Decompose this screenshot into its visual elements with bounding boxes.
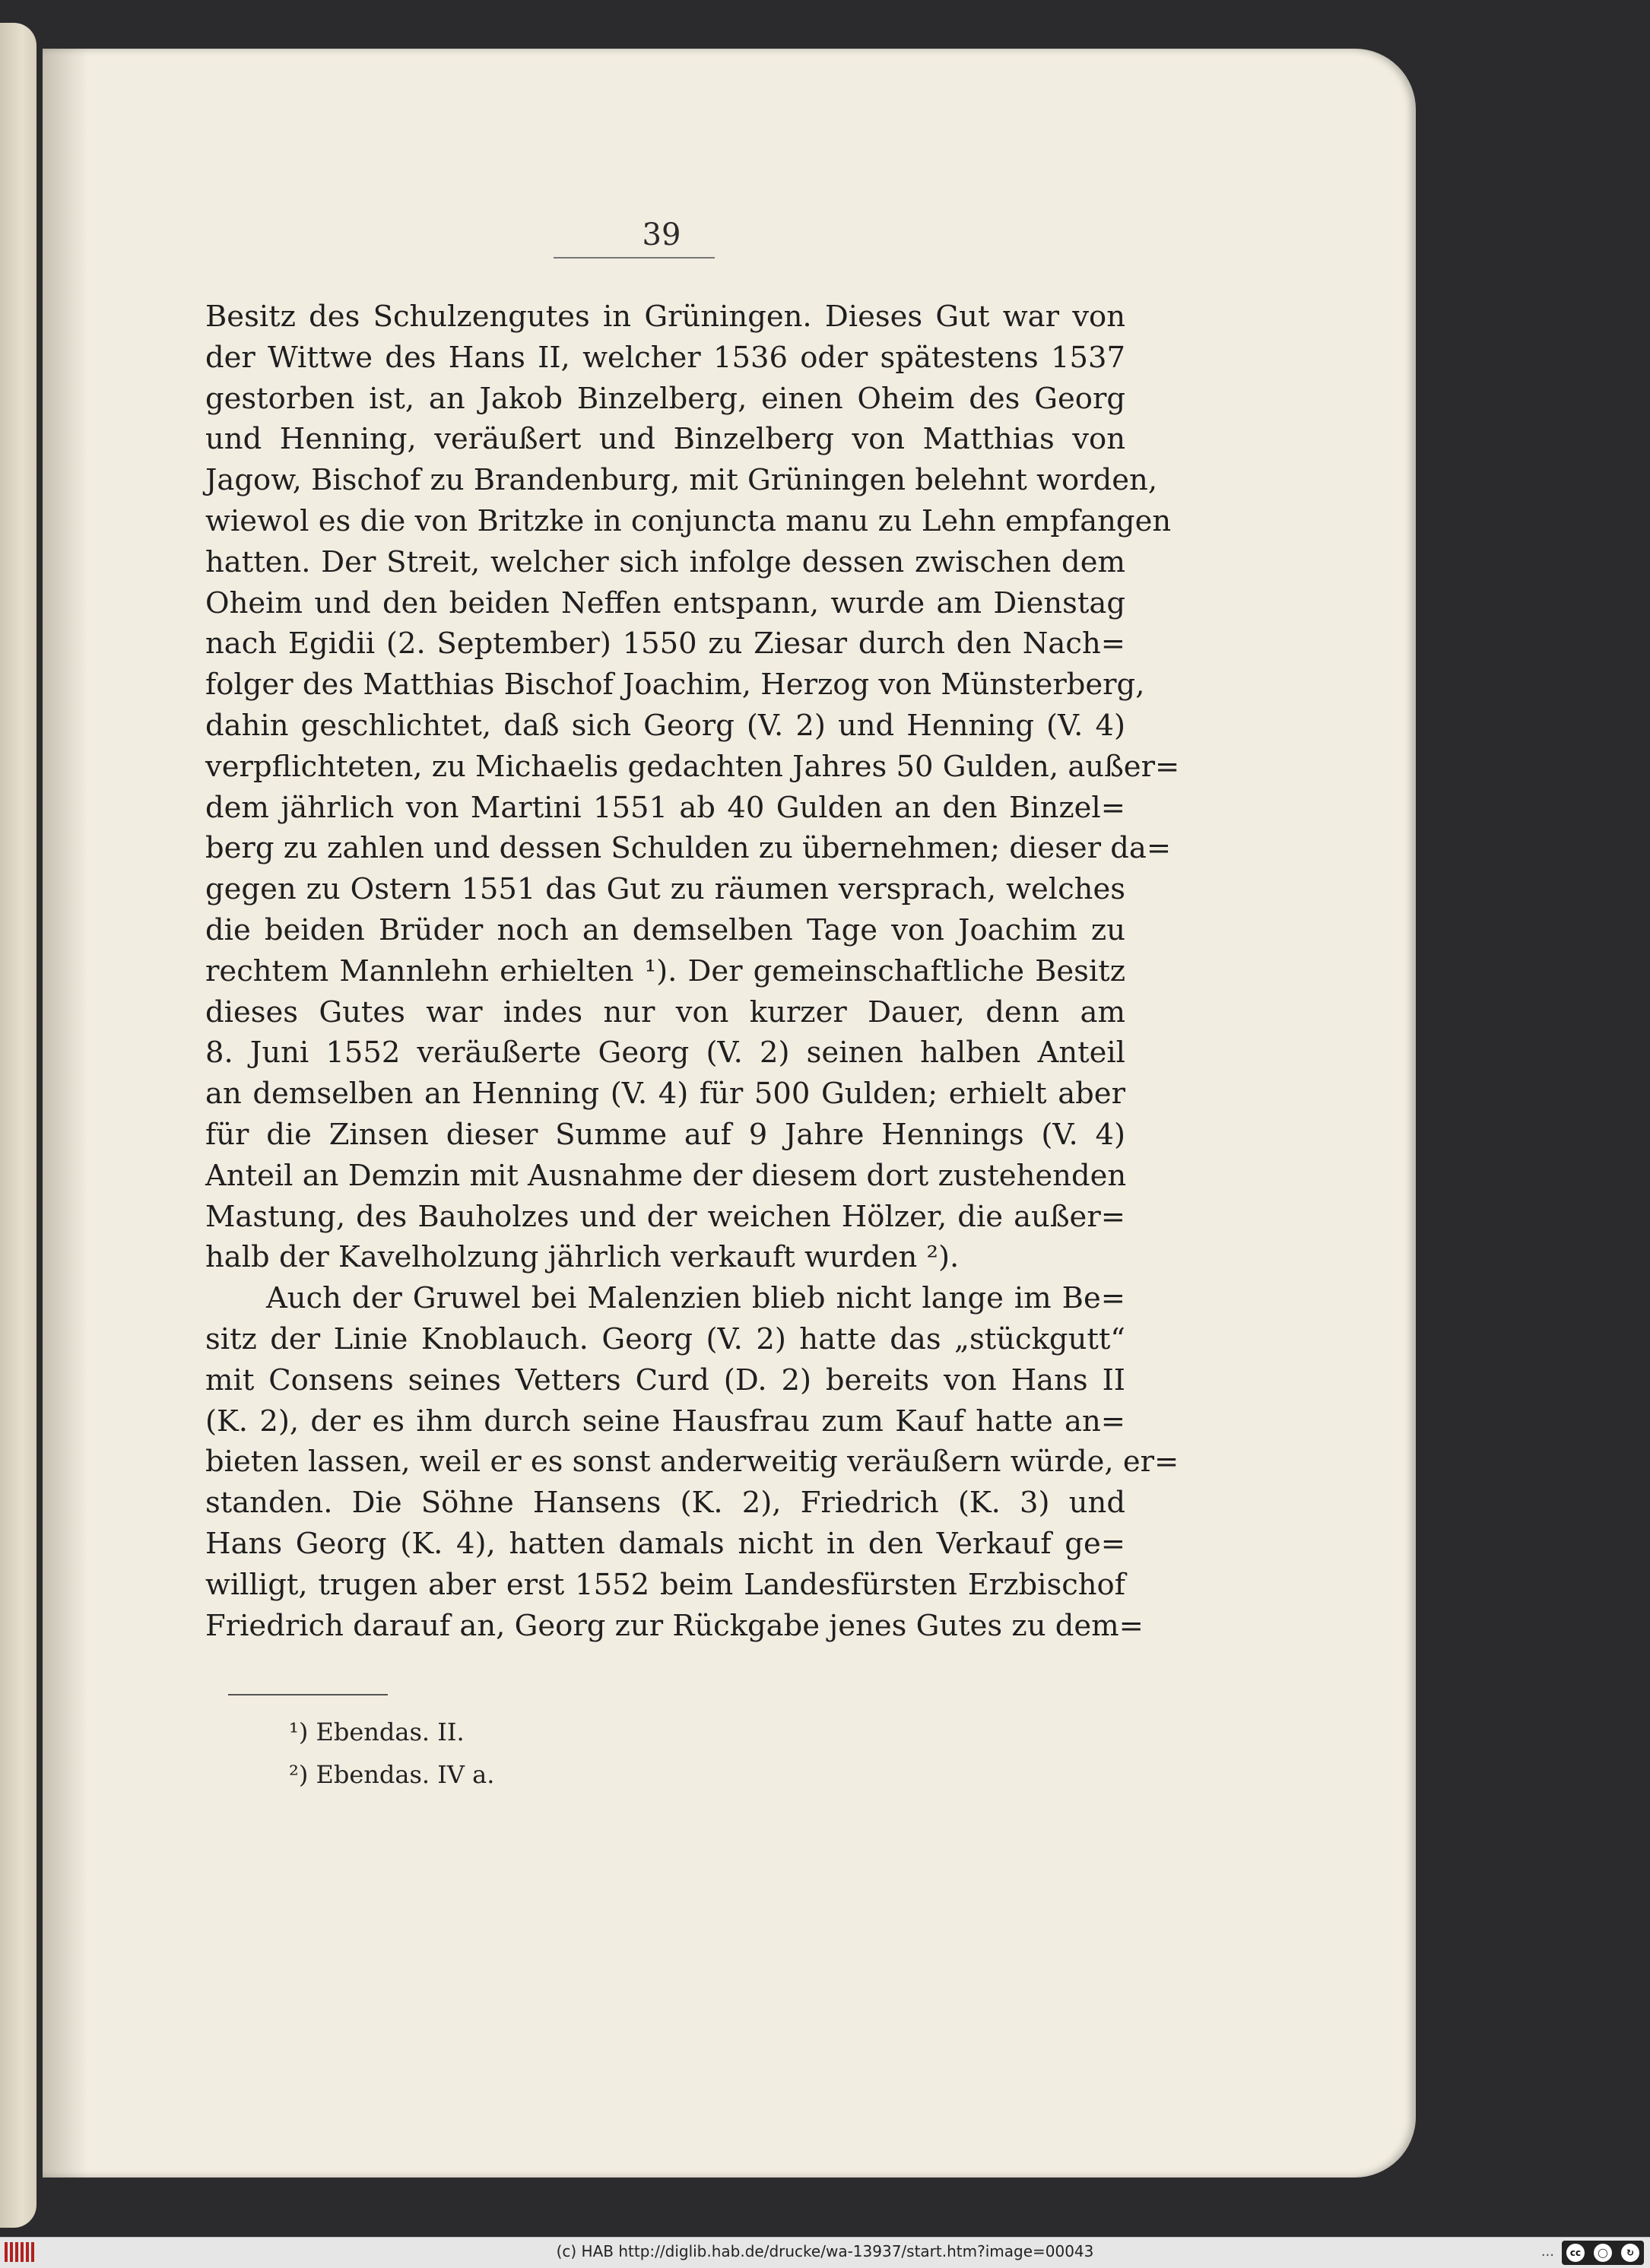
body-text — [205, 297, 1180, 1646]
license-badge[interactable] — [1562, 2241, 1644, 2265]
text-line: willigt, trugen aber erst 1552 beim Landesfürsten Erzbischof — [205, 1567, 1125, 1602]
page-number-rule — [554, 257, 715, 259]
text-line: bieten lassen, weil er es sonst anderweitig veräußern würde, er= — [205, 1445, 1179, 1480]
text-line: rechtem Mannlehn erhielten ¹). Der gemeinschaftliche Besitz — [205, 953, 1125, 988]
text-line: Friedrich darauf an, Georg zur Rückgabe jenes Gutes zu dem= — [205, 1608, 1144, 1643]
footnote: ¹) Ebendas. II. — [289, 1718, 465, 1746]
text-line: an demselben an Henning (V. 4) für 500 Gulden; erhielt aber — [205, 1077, 1125, 1112]
text-line: nach Egidii (2. September) 1550 zu Ziesar durch den Nach= — [205, 626, 1125, 661]
facing-page-edge — [0, 23, 36, 2228]
text-line: Auch der Gruwel bei Malenzien blieb nicht lange im Be= — [266, 1281, 1125, 1316]
gutter-shadow — [43, 49, 88, 2178]
text-line: Mastung, des Bauholzes und der weichen Hölzer, die außer= — [205, 1199, 1125, 1234]
text-line: gegen zu Ostern 1551 das Gut zu räumen versprach, welches — [205, 872, 1125, 907]
text-line: hatten. Der Streit, welcher sich infolge dessen zwischen dem — [205, 544, 1125, 579]
text-line: dem jährlich von Martini 1551 ab 40 Gulden an den Binzel= — [205, 790, 1125, 825]
text-line: dahin geschlichtet, daß sich Georg (V. 2) und Henning (V. 4) — [205, 708, 1125, 743]
text-line: halb der Kavelholzung jährlich verkauft wurden ²). — [205, 1240, 960, 1275]
by-icon: ◯ — [1594, 2244, 1612, 2262]
text-line: Jagow, Bischof zu Brandenburg, mit Grüningen belehnt worden, — [205, 463, 1158, 498]
text-line: der Wittwe des Hans II, welcher 1536 oder spätestens 1537 — [205, 340, 1125, 375]
text-line: berg zu zahlen und dessen Schulden zu übernehmen; dieser da= — [205, 831, 1172, 866]
page-number: 39 — [642, 217, 681, 252]
text-line: und Henning, veräußert und Binzelberg von Matthias von — [205, 422, 1125, 457]
creative-commons-icon: cc — [1566, 2244, 1585, 2262]
viewer-footer-bar — [0, 2237, 1650, 2268]
text-line: mit Consens seines Vetters Curd (D. 2) bereits von Hans II — [205, 1362, 1125, 1397]
footnote-rule — [228, 1694, 388, 1695]
sa-icon: ↻ — [1621, 2244, 1639, 2262]
text-line: 8. Juni 1552 veräußerte Georg (V. 2) seinen halben Anteil — [205, 1036, 1125, 1071]
footnote: ²) Ebendas. IV a. — [289, 1760, 495, 1789]
text-line: folger des Matthias Bischof Joachim, Herzog von Münsterberg, — [205, 668, 1145, 703]
text-line: für die Zinsen dieser Summe auf 9 Jahre Hennings (V. 4) — [205, 1117, 1125, 1152]
text-line: Oheim und den beiden Neffen entspann, wurde am Dienstag — [205, 585, 1125, 620]
text-line: (K. 2), der es ihm durch seine Hausfrau zum Kauf hatte an= — [205, 1404, 1125, 1439]
text-line: Besitz des Schulzengutes in Grüningen. Dieses Gut war von — [205, 300, 1125, 334]
footnotes — [289, 1711, 494, 1796]
text-line: sitz der Linie Knoblauch. Georg (V. 2) hatte das „stückgutt“ — [205, 1321, 1125, 1356]
text-line: die beiden Brüder noch an demselben Tage von Joachim zu — [205, 912, 1125, 947]
text-line: verpflichteten, zu Michaelis gedachten Jahres 50 Gulden, außer= — [205, 749, 1180, 784]
text-line: wiewol es die von Britzke in conjuncta manu zu Lehn empfangen — [205, 503, 1172, 538]
more-icon[interactable]: ... — [1541, 2244, 1554, 2260]
text-line: Hans Georg (K. 4), hatten damals nicht in den Verkauf ge= — [205, 1526, 1125, 1561]
text-line: Anteil an Demzin mit Ausnahme der diesem dort zustehenden — [205, 1158, 1127, 1193]
text-line: standen. Die Söhne Hansens (K. 2), Friedrich (K. 3) und — [205, 1486, 1125, 1521]
text-line: dieses Gutes war indes nur von kurzer Dauer, denn am — [205, 994, 1125, 1029]
copyright-link[interactable]: (c) HAB http://diglib.hab.de/drucke/wa-13937/start.htm?image=00043 — [556, 2242, 1094, 2260]
text-line: gestorben ist, an Jakob Binzelberg, einen Oheim des Georg — [205, 381, 1125, 416]
